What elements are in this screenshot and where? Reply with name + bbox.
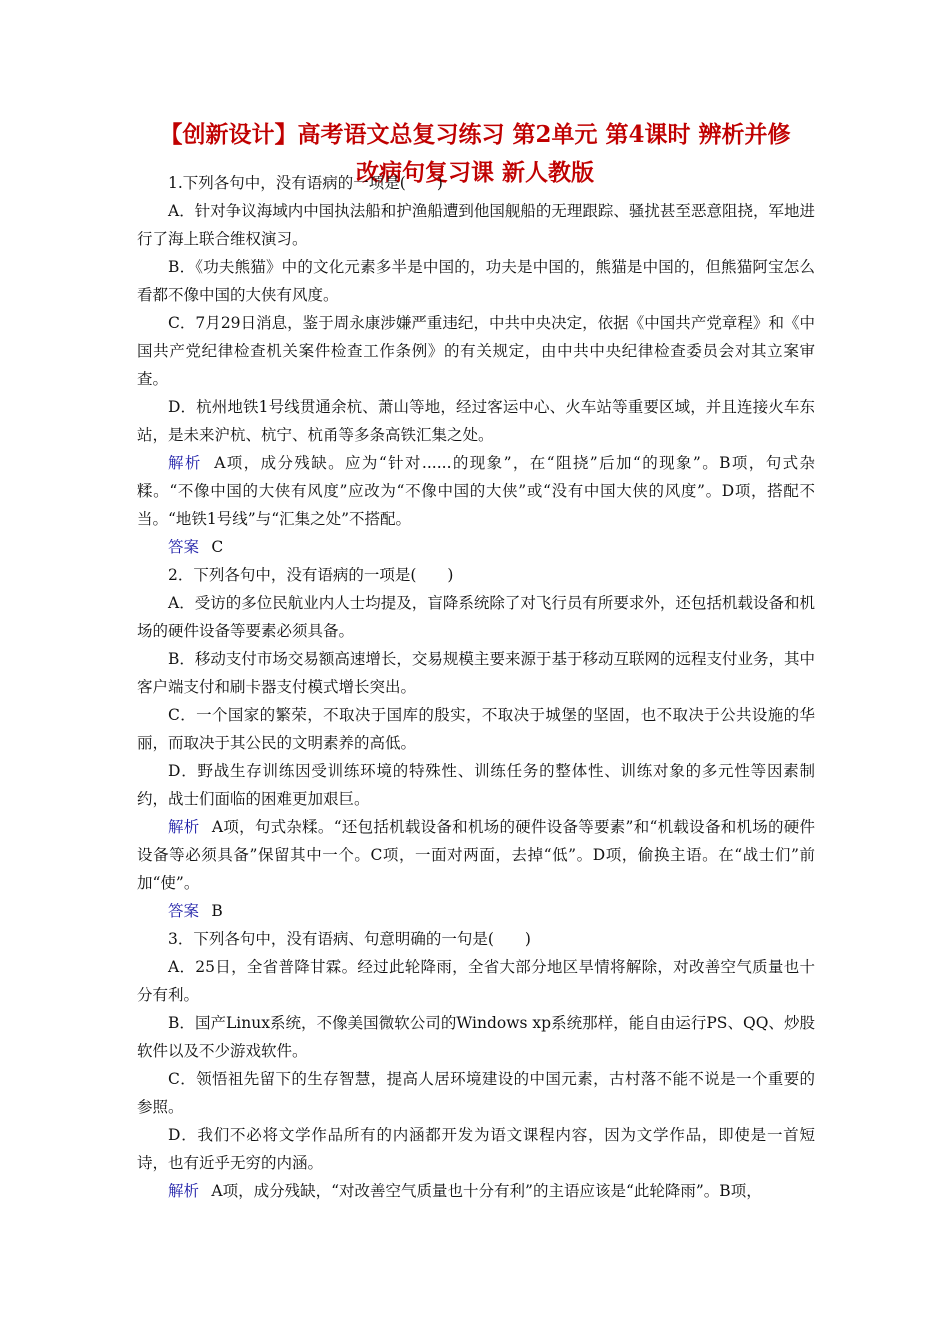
question-1-option-d: D．杭州地铁1号线贯通余杭、萧山等地，经过客运中心、火车站等重要区域，并且连接火车东站，是未来沪杭、杭宁、杭甬等多条高铁汇集之处。 [137,398,815,444]
question-2-option-a: A．受访的多位民航业内人士均提及，盲降系统除了对飞行员有所要求外，还包括机载设备和机场的硬件设备等要素必须具备。 [137,594,815,640]
analysis-label: 解析 [168,1182,200,1200]
question-2-option-b: B．移动支付市场交易额高速增长，交易规模主要来源于基于移动互联网的远程支付业务，其中客户端支付和刷卡器支付模式增长突出。 [137,650,815,696]
question-1-option-a: A．针对争议海域内中国执法船和护渔船遭到他国舰船的无理跟踪、骚扰甚至恶意阻挠，军地进行了海上联合维权演习。 [137,202,815,248]
question-2-analysis [137,813,815,897]
question-3-option-c: C．领悟祖先留下的生存智慧，提高人居环境建设的中国元素，古村落不能不说是一个重要的参照。 [137,1070,815,1116]
question-1-option-c: C．7月29日消息，鉴于周永康涉嫌严重违纪，中共中央决定，依据《中国共产党章程》和《中国共产党纪律检查机关案件检查工作条例》的有关规定，由中共中央纪律检查委员会对其立案审查。 [137,314,815,388]
answer-value: B [211,902,223,920]
question-2-option-d: D．野战生存训练因受训练环境的特殊性、训练任务的整体性、训练对象的多元性等因素制约，战士们面临的困难更加艰巨。 [137,762,815,808]
question-1-stem: 1.下列各句中，没有语病的一项是( ) [168,174,443,192]
answer-label: 答案 [168,902,200,920]
analysis-label: 解析 [168,454,202,472]
question-1-option-b: B．《功夫熊猫》中的文化元素多半是中国的，功夫是中国的，熊猫是中国的，但熊猫阿宝怎么看都不像中国的大侠有风度。 [137,258,815,304]
question-1-analysis [137,449,815,533]
answer-value: C [211,538,224,556]
document-title-line-1: 【创新设计】高考语文总复习练习 第2单元 第4课时 辨析并修 [159,121,791,148]
question-2-stem: 2．下列各句中，没有语病的一项是( ) [168,566,454,584]
analysis-text: A项，成分残缺。应为“针对......的现象”，在“阻挠”后加“的现象”。B项，句式杂糅。“不像中国的大侠有风度”应改为“不像中国的大侠”或“没有中国大侠的风度”。D项，搭配不当。“地铁1号线”与“汇集之处”不搭配。 [137,454,815,528]
question-3-analysis [137,1177,815,1205]
question-3-option-b: B．国产Linux系统，不像美国微软公司的Windows xp系统那样，能自由运行PS、QQ、炒股软件以及不少游戏软件。 [137,1014,815,1060]
answer-label: 答案 [168,538,200,556]
question-2-answer [137,897,815,925]
question-2-option-c: C．一个国家的繁荣，不取决于国库的殷实，不取决于城堡的坚固，也不取决于公共设施的华丽，而取决于其公民的文明素养的高低。 [137,706,815,752]
document-title-line-2: 改病句复习课 新人教版 [355,159,594,186]
question-1-answer [137,533,815,561]
question-3-option-d: D．我们不必将文学作品所有的内涵都开发为语文课程内容，因为文学作品，即使是一首短诗，也有近乎无穷的内涵。 [137,1126,815,1172]
document-body [137,169,815,1205]
analysis-text: A项，句式杂糅。“还包括机载设备和机场的硬件设备等要素”和“机载设备和机场的硬件设备等必须具备”保留其中一个。C项，一面对两面，去掉“低”。D项，偷换主语。在“战士们”前加“使”。 [137,818,815,892]
analysis-text: A项，成分残缺，“对改善空气质量也十分有利”的主语应该是“此轮降雨”。B项， [211,1182,762,1200]
question-3-stem: 3．下列各句中，没有语病、句意明确的一句是( ) [168,930,531,948]
analysis-label: 解析 [168,818,200,836]
question-3-option-a: A．25日，全省普降甘霖。经过此轮降雨，全省大部分地区旱情将解除，对改善空气质量也十分有利。 [137,958,815,1004]
